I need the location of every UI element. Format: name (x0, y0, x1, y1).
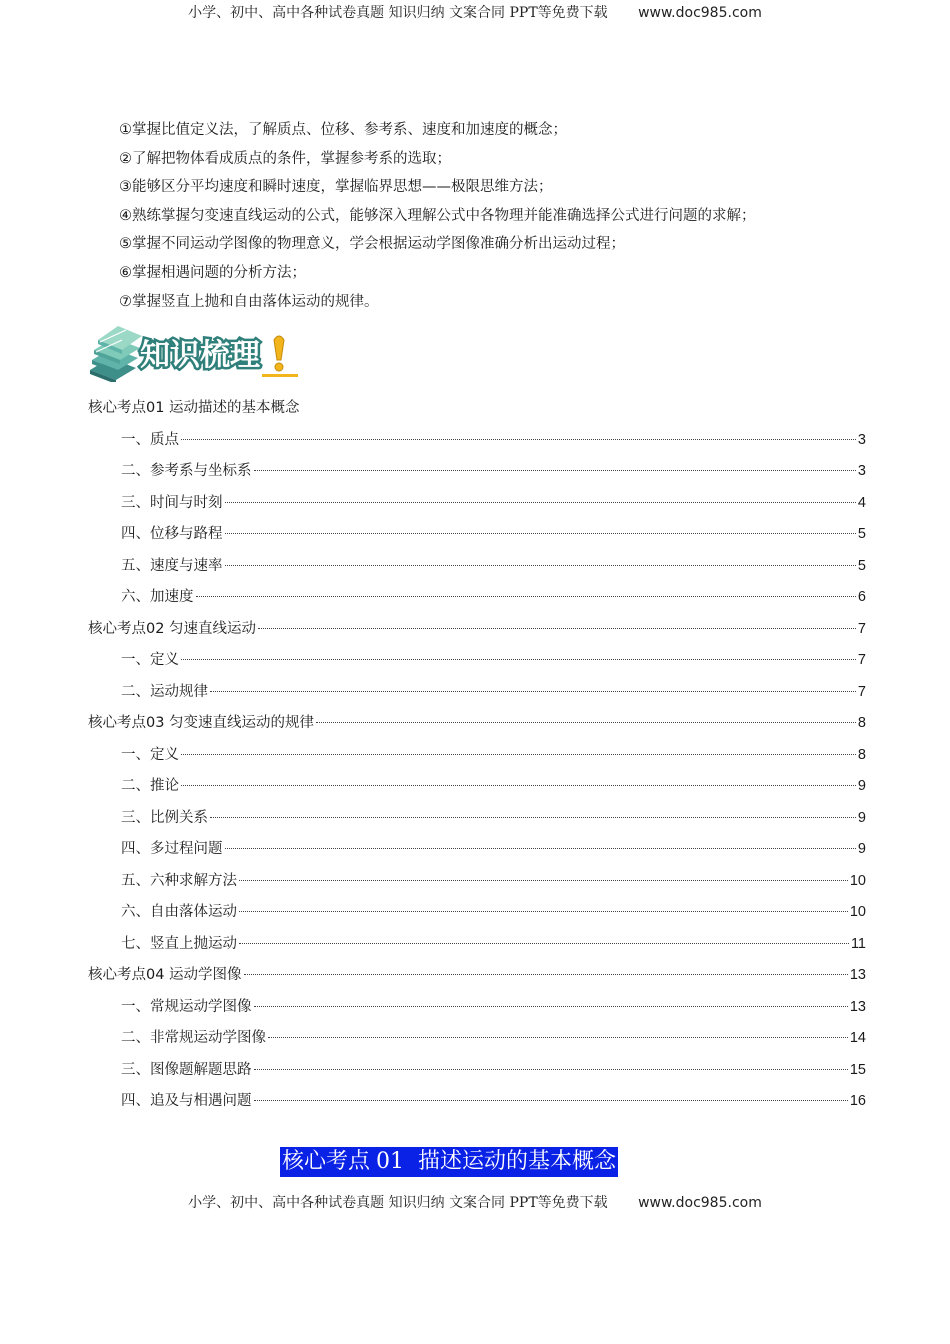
toc-page-number: 7 (857, 620, 866, 637)
toc-page-number: 11 (850, 935, 866, 952)
toc-item[interactable] (88, 551, 866, 583)
dot-leader (254, 1006, 848, 1007)
dot-leader (316, 722, 856, 723)
toc-title: 一、定义 (121, 652, 179, 668)
toc-title: 四、多过程问题 (121, 841, 223, 857)
toc-item[interactable] (88, 771, 866, 803)
toc-item[interactable] (88, 582, 866, 614)
toc-item[interactable] (88, 425, 866, 457)
footer-url-link[interactable]: www.doc985.com (638, 1195, 762, 1211)
knowledge-banner (86, 318, 306, 382)
dot-leader (225, 848, 856, 849)
dot-leader (254, 1069, 848, 1070)
toc-page-number: 5 (857, 526, 866, 542)
learning-objectives (119, 116, 919, 316)
toc-page-number: 10 (849, 872, 866, 889)
objective-item: ⑥掌握相遇问题的分析方法； (119, 264, 306, 281)
toc-title: 一、常规运动学图像 (121, 998, 252, 1015)
toc-title: 四、追及与相遇问题 (121, 1093, 252, 1109)
dot-leader (254, 470, 856, 471)
page-footer (0, 1192, 950, 1212)
objective-item: ②了解把物体看成质点的条件，掌握参考系的选取； (119, 150, 451, 167)
toc-title: 六、自由落体运动 (121, 904, 237, 920)
toc-title: 五、六种求解方法 (121, 872, 237, 889)
toc-page-number: 16 (849, 1093, 866, 1109)
toc-title: 核心考点03 匀变速直线运动的规律 (88, 715, 315, 731)
header-url-link[interactable]: www.doc985.com (638, 5, 762, 21)
toc-item[interactable] (88, 740, 866, 772)
section-heading (280, 1147, 618, 1177)
toc-item[interactable] (88, 1055, 866, 1087)
dot-leader (210, 817, 856, 818)
dot-leader (239, 911, 848, 912)
toc-title: 三、比例关系 (121, 809, 208, 826)
toc-page-number: 13 (849, 998, 866, 1015)
books-stack-icon (86, 318, 306, 382)
banner-title: 知识梳理 (140, 338, 260, 373)
toc-title: 三、图像题解题思路 (121, 1061, 252, 1078)
dot-leader (181, 754, 856, 755)
toc-page-number: 14 (849, 1030, 866, 1046)
dot-leader (210, 691, 856, 692)
dot-leader (239, 943, 849, 944)
toc-page-number: 15 (849, 1061, 866, 1078)
section-heading-label: 核心考点 (282, 1149, 371, 1174)
objective-item: ①掌握比值定义法，了解质点、位移、参考系、速度和加速度的概念； (119, 122, 567, 138)
footer-text: 小学、初中、高中各种试卷真题 知识归纳 文案合同 PPT等免费下载 (188, 1195, 608, 1211)
toc-title: 一、质点 (121, 431, 179, 448)
toc-title: 六、加速度 (121, 589, 194, 605)
toc-title: 二、非常规运动学图像 (121, 1030, 266, 1046)
toc-title: 一、定义 (121, 746, 179, 763)
toc-title: 核心考点01 运动描述的基本概念 (88, 400, 300, 416)
toc-item[interactable] (88, 1023, 866, 1055)
objective-item: ⑤掌握不同运动学图像的物理意义，学会根据运动学图像准确分析出运动过程； (119, 236, 625, 253)
toc-title: 二、运动规律 (121, 683, 208, 700)
toc-item[interactable] (88, 803, 866, 835)
toc-title: 核心考点04 运动学图像 (88, 967, 242, 983)
objective-item: ④熟练掌握匀变速直线运动的公式，能够深入理解公式中各物理并能准确选择公式进行问题的求解； (119, 207, 756, 224)
toc-page-number: 8 (857, 746, 866, 763)
toc-page-number: 10 (849, 904, 866, 920)
toc-item[interactable] (88, 488, 866, 520)
dot-leader (181, 785, 856, 786)
toc-page-number: 7 (857, 652, 866, 668)
toc-page-number: 3 (857, 463, 866, 479)
table-of-contents (88, 393, 866, 1118)
toc-item[interactable] (88, 866, 866, 898)
dot-leader (239, 880, 848, 881)
toc-title: 二、参考系与坐标系 (121, 463, 252, 479)
toc-title: 二、推论 (121, 778, 179, 794)
toc-item[interactable] (88, 897, 866, 929)
section-heading-title: 描述运动的基本概念 (418, 1149, 617, 1174)
dot-leader (225, 533, 856, 534)
dot-leader (268, 1037, 848, 1038)
dot-leader (181, 439, 856, 440)
toc-title: 七、竖直上抛运动 (121, 935, 237, 952)
dot-leader (196, 596, 856, 597)
toc-item[interactable] (88, 645, 866, 677)
page-header (0, 2, 950, 22)
toc-item[interactable] (88, 519, 866, 551)
header-text: 小学、初中、高中各种试卷真题 知识归纳 文案合同 PPT等免费下载 (188, 5, 608, 21)
objective-item: ⑦掌握竖直上抛和自由落体运动的规律。 (119, 293, 379, 310)
toc-item[interactable] (88, 614, 866, 646)
toc-item[interactable] (88, 456, 866, 488)
toc-page-number: 8 (857, 715, 866, 731)
toc-page-number: 13 (849, 967, 866, 983)
toc-page-number: 7 (857, 683, 866, 700)
toc-page-number: 5 (857, 557, 866, 574)
toc-title: 核心考点02 匀速直线运动 (88, 620, 257, 637)
dot-leader (254, 1100, 848, 1101)
toc-item[interactable] (88, 708, 866, 740)
toc-page-number: 9 (857, 809, 866, 826)
toc-title: 三、时间与时刻 (121, 494, 223, 511)
toc-page-number: 9 (857, 778, 866, 794)
toc-item[interactable] (88, 1086, 866, 1118)
toc-item[interactable] (88, 960, 866, 992)
toc-page-number: 3 (857, 431, 866, 448)
section-heading-number: 01 (376, 1149, 405, 1174)
dot-leader (244, 974, 848, 975)
toc-item[interactable] (88, 929, 866, 961)
toc-item[interactable] (88, 393, 866, 425)
dot-leader (225, 565, 856, 566)
toc-item[interactable] (88, 677, 866, 709)
toc-title: 五、速度与速率 (121, 557, 223, 574)
objective-item: ③能够区分平均速度和瞬时速度，掌握临界思想——极限思维方法； (119, 179, 553, 196)
dot-leader (258, 628, 856, 629)
toc-page-number: 9 (857, 841, 866, 857)
exclamation-icon (262, 336, 298, 377)
dot-leader (181, 659, 856, 660)
dot-leader (225, 502, 856, 503)
toc-title: 四、位移与路程 (121, 526, 223, 542)
toc-page-number: 4 (857, 494, 866, 511)
toc-item[interactable] (88, 834, 866, 866)
toc-item[interactable] (88, 992, 866, 1024)
toc-page-number: 6 (857, 589, 866, 605)
